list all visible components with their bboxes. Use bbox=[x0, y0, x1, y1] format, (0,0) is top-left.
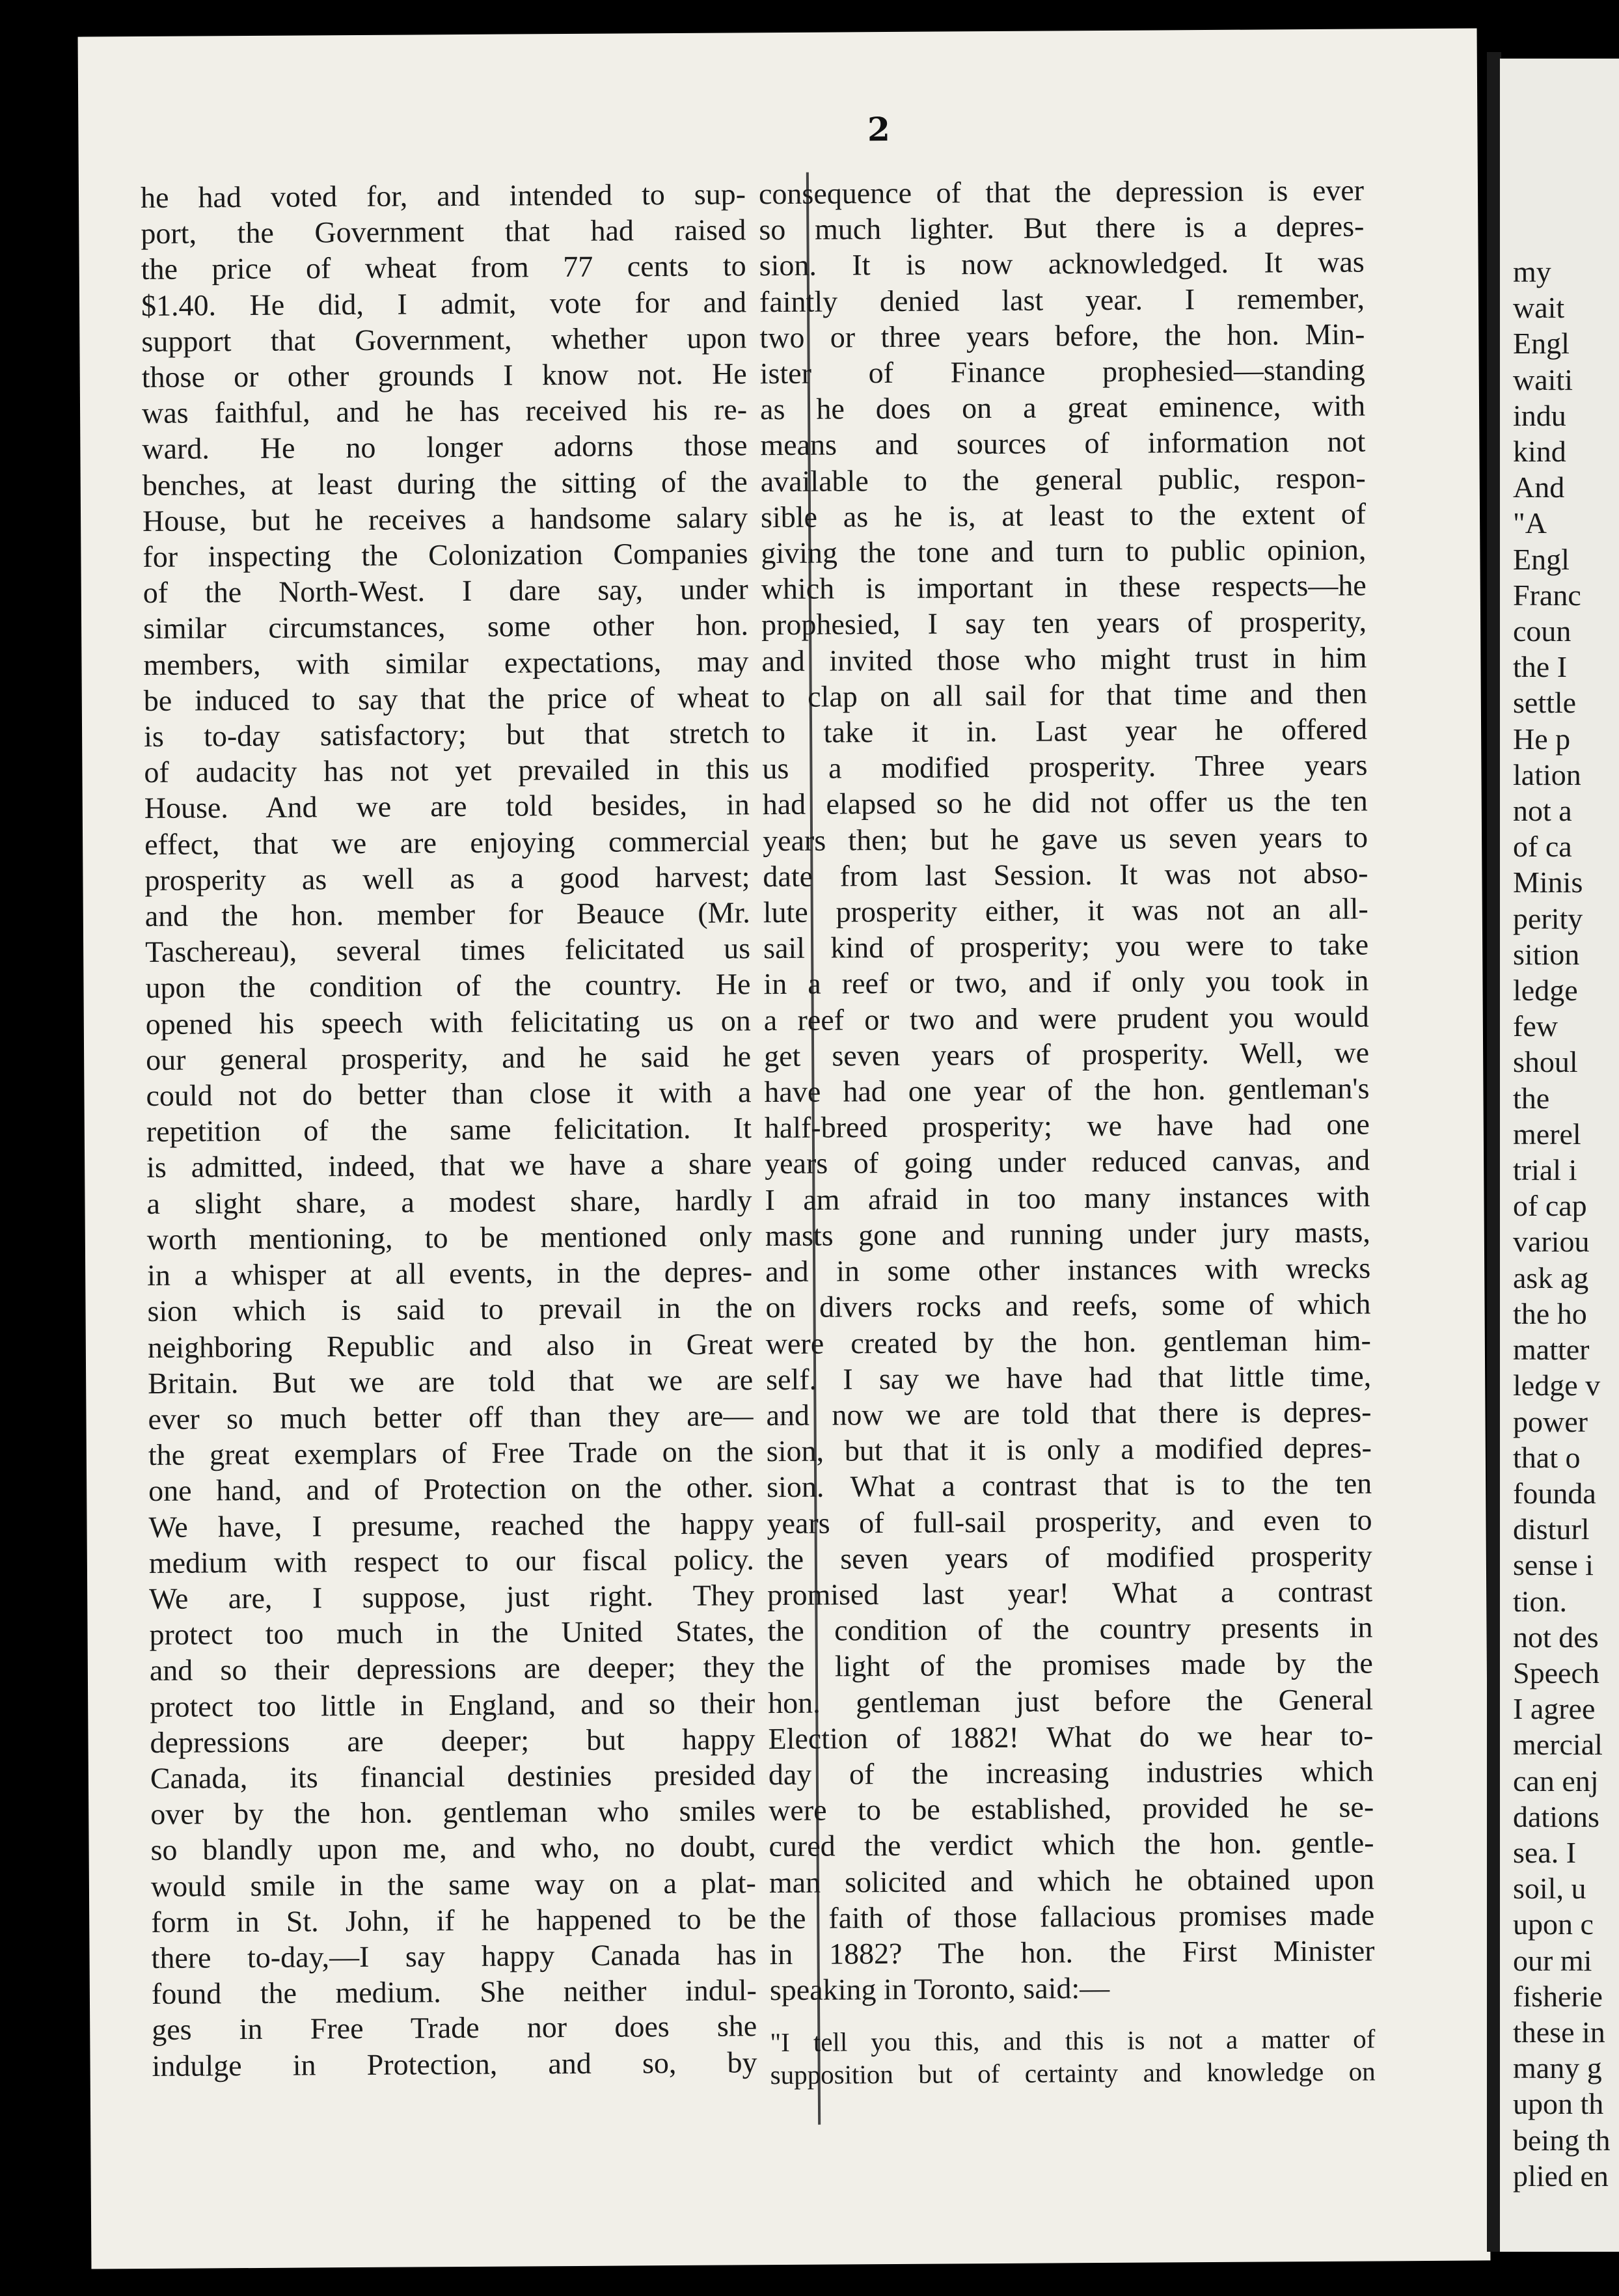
fragment-line: variou bbox=[1513, 1225, 1590, 1259]
fragment-line: plied en bbox=[1513, 2159, 1609, 2193]
text-line: sion. What a contrast that is to the ten bbox=[767, 1466, 1372, 1504]
text-line: form in St. John, if he happened to be bbox=[151, 1902, 757, 1939]
fragment-line: disturl bbox=[1513, 1512, 1590, 1546]
fragment-line: I agree bbox=[1513, 1692, 1596, 1726]
fragment-line: upon c bbox=[1513, 1907, 1594, 1941]
text-line: benches, at least during the sitting of the bbox=[142, 464, 748, 502]
quote-line: supposition but of certainty and knowledge on bbox=[770, 2056, 1376, 2090]
fragment-line: dations bbox=[1513, 1799, 1599, 1833]
text-line: Election of 1882! What do we hear to- bbox=[768, 1718, 1374, 1755]
text-line: could not do better than close it with a bbox=[146, 1075, 752, 1113]
text-line: us a modified prosperity. Three years bbox=[762, 748, 1368, 786]
text-line: House. And we are told besides, in bbox=[144, 787, 750, 825]
text-line: were created by the hon. gentleman him- bbox=[765, 1322, 1371, 1360]
text-line: of audacity has not yet prevailed in this bbox=[144, 752, 750, 789]
text-line: Canada, its financial destinies presided bbox=[150, 1758, 756, 1795]
fragment-line: And bbox=[1513, 471, 1565, 504]
fragment-line: few bbox=[1513, 1009, 1558, 1043]
fragment-line: lation bbox=[1513, 758, 1581, 791]
text-line: neighboring Republic and also in Great bbox=[147, 1326, 753, 1364]
text-line: ister of Finance prophesied—standing bbox=[759, 353, 1365, 390]
text-line: and the hon. member for Beauce (Mr. bbox=[144, 895, 750, 933]
fragment-line: being th bbox=[1513, 2123, 1611, 2157]
text-line: years of full-sail prosperity, and even to bbox=[767, 1503, 1372, 1540]
block-quote bbox=[770, 2023, 1376, 2092]
fragment-line: not des bbox=[1513, 1620, 1599, 1654]
text-line: would smile in the same way on a plat- bbox=[150, 1865, 757, 1903]
fragment-line: merel bbox=[1513, 1117, 1581, 1151]
fragment-line: shoul bbox=[1513, 1045, 1578, 1079]
text-line: years of going under reduced canvas, and bbox=[764, 1143, 1370, 1181]
text-line: speaking in Toronto, said:— bbox=[769, 1971, 1110, 2007]
text-line: Taschereau), several times felicitated us bbox=[144, 931, 751, 969]
text-line: so much lighter. But there is a depres- bbox=[759, 209, 1365, 247]
text-line: depressions are deeper; but happy bbox=[150, 1722, 755, 1759]
text-line: ward. He no longer adorns those bbox=[142, 428, 748, 466]
text-line: get seven years of prosperity. Well, we bbox=[763, 1035, 1370, 1073]
left-text-column bbox=[141, 176, 757, 2083]
text-line: available to the general public, respon- bbox=[760, 461, 1366, 498]
text-line: sion. It is now acknowledged. It was bbox=[759, 245, 1365, 282]
fragment-line: settle bbox=[1513, 686, 1577, 720]
text-line: was faithful, and he has received his re- bbox=[141, 392, 748, 430]
text-line: upon the condition of the country. He bbox=[145, 967, 751, 1005]
fragment-line: of cap bbox=[1513, 1189, 1587, 1223]
fragment-line: of ca bbox=[1513, 830, 1572, 864]
text-line: a reef or two and were prudent you would bbox=[763, 1000, 1369, 1037]
text-line: sion, but that it is only a modified depres- bbox=[766, 1430, 1372, 1468]
text-line: protect too little in England, and so their bbox=[150, 1686, 755, 1723]
text-line: lute prosperity either, it was not an all- bbox=[763, 892, 1368, 929]
fragment-line: the ho bbox=[1513, 1296, 1587, 1330]
text-line: self. I say we have had that little time, bbox=[766, 1359, 1372, 1396]
text-line: faintly denied last year. I remember, bbox=[759, 281, 1365, 318]
text-line: one hand, and of Protection on the other. bbox=[148, 1470, 754, 1508]
text-line: House, but he receives a handsome salary bbox=[142, 500, 748, 538]
text-line: those or other grounds I know not. He bbox=[141, 357, 747, 394]
text-line: for inspecting the Colonization Companies bbox=[143, 536, 748, 574]
text-line: the price of wheat from 77 cents to bbox=[141, 249, 746, 286]
text-line: be induced to say that the price of wheat bbox=[143, 680, 749, 717]
text-line: prosperity as well as a good harvest; bbox=[144, 860, 750, 897]
fragment-line: ask ag bbox=[1513, 1261, 1589, 1294]
text-line: is to-day satisfactory; but that stretch bbox=[143, 716, 750, 754]
text-line: worth mentioning, to be mentioned only bbox=[146, 1219, 752, 1256]
text-line: as he does on a great eminence, with bbox=[759, 389, 1366, 426]
text-line: cured the verdict which the hon. gentle- bbox=[769, 1825, 1374, 1863]
text-line: to take it in. Last year he offered bbox=[761, 712, 1368, 750]
fragment-line: upon th bbox=[1513, 2087, 1604, 2121]
fragment-line: waiti bbox=[1513, 362, 1573, 396]
quote-line: "I tell you this, and this is not a matter of bbox=[770, 2023, 1376, 2058]
document-page bbox=[78, 28, 1491, 2269]
text-line: promised last year! What a contrast bbox=[767, 1574, 1373, 1612]
text-line: found the medium. She neither indul- bbox=[151, 1973, 757, 2011]
fragment-line: sense i bbox=[1513, 1548, 1594, 1582]
fragment-line: ledge v bbox=[1513, 1369, 1601, 1402]
fragment-line: many g bbox=[1513, 2051, 1602, 2085]
text-line: I am afraid in too many instances with bbox=[765, 1179, 1370, 1216]
text-line: and now we are told that there is depres- bbox=[766, 1395, 1372, 1432]
text-line: ges in Free Trade nor does she bbox=[152, 2009, 757, 2047]
text-line: the condition of the country presents in bbox=[767, 1610, 1373, 1648]
fragment-line: Speech bbox=[1513, 1656, 1599, 1689]
fragment-line: these in bbox=[1513, 2015, 1605, 2049]
fragment-line: soil, u bbox=[1513, 1872, 1586, 1906]
fragment-line: Engl bbox=[1513, 327, 1570, 361]
fragment-line: ledge bbox=[1513, 974, 1578, 1007]
text-line: sion which is said to prevail in the bbox=[147, 1291, 753, 1328]
text-line: in a reef or two, and if only you took in bbox=[763, 963, 1369, 1001]
fragment-line: the I bbox=[1513, 650, 1568, 684]
text-line: there to-day,—I say happy Canada has bbox=[151, 1937, 757, 1975]
fragment-line: Minis bbox=[1513, 866, 1583, 899]
fragment-line: wait bbox=[1513, 291, 1565, 325]
book-spine-shadow bbox=[1487, 52, 1501, 2252]
text-line: our general prosperity, and he said he bbox=[145, 1039, 752, 1076]
fragment-line: trial i bbox=[1513, 1153, 1577, 1187]
text-line: We are, I suppose, just right. They bbox=[149, 1578, 755, 1615]
fragment-line: the bbox=[1513, 1081, 1550, 1115]
text-line: and so their depressions are deeper; they bbox=[149, 1650, 755, 1688]
text-line: on divers rocks and reefs, some of which bbox=[765, 1287, 1371, 1324]
fragment-line: kind bbox=[1513, 435, 1566, 469]
adjacent-page-fragment bbox=[1500, 59, 1619, 2252]
text-line: and in some other instances with wrecks bbox=[765, 1251, 1371, 1289]
fragment-line: our mi bbox=[1513, 1943, 1592, 1977]
adjacent-page-text bbox=[1513, 254, 1619, 2194]
text-line: members, with similar expectations, may bbox=[143, 644, 749, 681]
text-line: date from last Session. It was not abso- bbox=[763, 856, 1368, 894]
right-column-body bbox=[759, 172, 1375, 2008]
text-line: medium with respect to our fiscal policy. bbox=[148, 1542, 755, 1579]
text-line: opened his speech with felicitating us on bbox=[145, 1003, 751, 1041]
text-line: sible as he is, at least to the extent of bbox=[760, 497, 1367, 534]
fragment-line: Engl bbox=[1513, 542, 1570, 576]
text-line: years then; but he gave us seven years to bbox=[762, 820, 1368, 857]
text-line: ever so much better off than they are— bbox=[148, 1399, 754, 1436]
text-line: in 1882? The hon. the First Minister bbox=[769, 1934, 1375, 1971]
fragment-line: not a bbox=[1513, 794, 1572, 828]
text-line: of the North-West. I dare say, under bbox=[143, 572, 748, 610]
text-line: and invited those who might trust in him bbox=[761, 640, 1367, 677]
text-line: effect, that we are enjoying commercial bbox=[144, 823, 750, 861]
text-line: the seven years of modified prosperity bbox=[767, 1538, 1372, 1576]
text-line: a slight share, a modest share, hardly bbox=[146, 1182, 752, 1220]
fragment-line: "A bbox=[1513, 506, 1547, 540]
fragment-line: sea. I bbox=[1513, 1835, 1577, 1869]
text-line: day of the increasing industries which bbox=[768, 1754, 1374, 1792]
fragment-line: founda bbox=[1513, 1476, 1596, 1510]
text-line: which is important in these respects—he bbox=[761, 568, 1367, 606]
text-line: repetition of the same felicitation. It bbox=[146, 1111, 752, 1149]
text-line: to clap on all sail for that time and then bbox=[761, 676, 1367, 714]
text-line: similar circumstances, some other hon. bbox=[143, 608, 749, 646]
text-line: port, the Government that had raised bbox=[141, 213, 746, 251]
right-text-column bbox=[759, 172, 1376, 2092]
fragment-line: power bbox=[1513, 1404, 1588, 1438]
text-line: is admitted, indeed, that we have a share bbox=[146, 1147, 752, 1184]
text-line: he had voted for, and intended to sup- bbox=[140, 177, 746, 215]
text-line: over by the hon. gentleman who smiles bbox=[150, 1794, 756, 1831]
text-line: in a whisper at all events, in the depres- bbox=[147, 1255, 753, 1292]
text-line: indulge in Protection, and so, by bbox=[152, 2045, 757, 2083]
fragment-line: He p bbox=[1513, 722, 1571, 756]
text-line: the great exemplars of Free Trade on the bbox=[148, 1434, 754, 1472]
text-line: support that Government, whether upon bbox=[141, 321, 747, 358]
fragment-line: indu bbox=[1513, 398, 1566, 432]
text-line: masts gone and running under jury masts, bbox=[765, 1215, 1370, 1253]
text-line: hon. gentleman just before the General bbox=[768, 1682, 1374, 1719]
fragment-line: that o bbox=[1513, 1440, 1581, 1474]
text-line: so blandly upon me, and who, no doubt, bbox=[150, 1829, 756, 1867]
text-line: have had one year of the hon. gentleman's bbox=[764, 1071, 1370, 1109]
text-line: had elapsed so he did not offer us the ten bbox=[762, 784, 1368, 821]
text-line: giving the tone and turn to public opinion, bbox=[761, 532, 1367, 570]
page-number: 2 bbox=[867, 109, 891, 149]
text-line: consequence of that the depression is ever bbox=[758, 173, 1365, 211]
text-line: man solicited and which he obtained upon bbox=[769, 1862, 1375, 1899]
text-line: protect too much in the United States, bbox=[149, 1614, 755, 1652]
text-line: half-breed prosperity; we have had one bbox=[764, 1107, 1370, 1145]
text-line: sail kind of prosperity; you were to take bbox=[763, 927, 1369, 965]
fragment-line: mercial bbox=[1513, 1728, 1603, 1762]
fragment-line: fisherie bbox=[1513, 1979, 1603, 2013]
text-line: prophesied, I say ten years of prosperity, bbox=[761, 604, 1367, 642]
fragment-line: matter bbox=[1513, 1333, 1590, 1367]
fragment-line: perity bbox=[1513, 901, 1583, 935]
fragment-line: Franc bbox=[1513, 578, 1581, 612]
text-line: two or three years before, the hon. Min- bbox=[759, 317, 1365, 355]
fragment-line: coun bbox=[1513, 614, 1571, 648]
text-line: We have, I presume, reached the happy bbox=[148, 1506, 754, 1544]
text-line: the light of the promises made by the bbox=[767, 1646, 1374, 1684]
fragment-line: can enj bbox=[1513, 1764, 1599, 1797]
text-line: $1.40. He did, I admit, vote for and bbox=[141, 284, 747, 322]
fragment-line: sition bbox=[1513, 937, 1580, 971]
text-line: were to be established, provided he se- bbox=[769, 1790, 1374, 1827]
text-line: means and sources of information not bbox=[760, 424, 1366, 462]
text-line: Britain. But we are told that we are bbox=[148, 1363, 754, 1400]
fragment-line: tion. bbox=[1513, 1584, 1568, 1618]
fragment-line: my bbox=[1513, 255, 1551, 288]
text-line: the faith of those fallacious promises made bbox=[769, 1898, 1375, 1935]
